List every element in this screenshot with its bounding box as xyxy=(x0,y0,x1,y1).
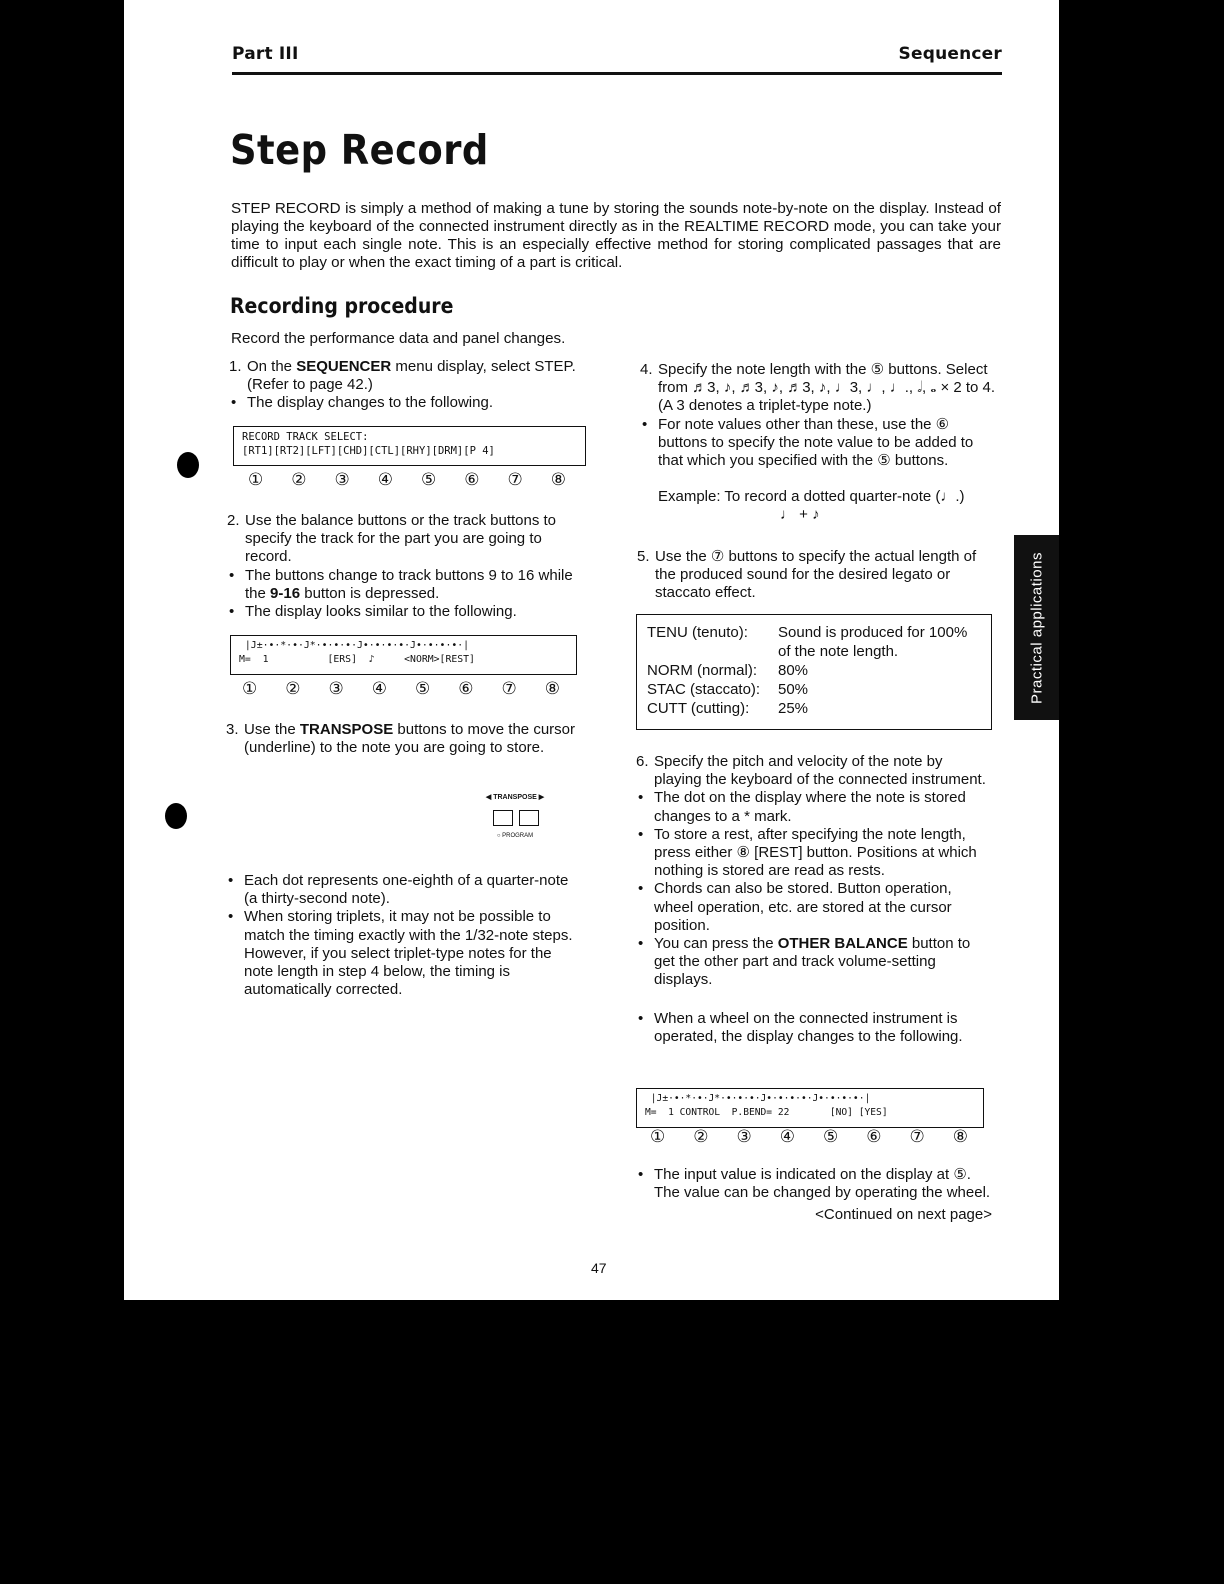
example-text: Example: To record a dotted quarter-note (♩.) xyxy=(658,488,965,506)
header-rule xyxy=(232,72,1002,75)
table-row: CUTT (cutting): 25% xyxy=(647,700,809,717)
example-formula: ♩ + ♪ xyxy=(780,506,820,524)
right-step-6-end xyxy=(636,1166,992,1225)
program-label: ○ PROGRAM xyxy=(496,833,534,839)
list-item: • When a wheel on the connected instrument is operated, the display changes to the following. xyxy=(636,1010,992,1046)
recording-lead: Record the performance data and panel changes. xyxy=(231,330,566,347)
binder-hole xyxy=(177,452,199,478)
lcd-display-control: |J±·•·*·•·J*·•·•·•·J•·•·•·•·J•·•·•·•·| M= 1 CONTROL P.BEND= 22 [NO] [YES] xyxy=(636,1088,984,1128)
list-item: • When storing triplets, it may not be possible to match the timing exactly with the 1/32-note steps. However, if you select triplet-type notes for the note length in step 4 below, the timing is automatically corrected. xyxy=(226,908,581,999)
list-item: • The dot on the display where the note is stored changes to a * mark. xyxy=(636,789,992,825)
list-item: • The display changes to the following. xyxy=(229,394,584,412)
left-step-2: 2. Use the balance buttons or the track buttons to specify the track for the part you are going to record. • The buttons change to track buttons 9 to 16 while the 9-16 button is depressed. • The display looks similar to the following. xyxy=(227,512,584,621)
transpose-left-button xyxy=(493,810,513,826)
right-step-4: 4. Specify the note length with the ⑤ buttons. Select from ♬3, ♪, ♬3, ♪, ♬3, ♪, ♩3, ♩, ♩., 𝅗𝅥, 𝅝 × 2 to 4. (A 3 denotes a triplet-type note.) • For note values other than these, use the ⑥ buttons to specify the note value to be added to that which you specified with the ⑤ buttons. Example: To record a dotted quarter-note (♩.) ♩ + ♪ xyxy=(640,361,996,525)
list-item: • To store a rest, after specifying the note length, press either ⑧ [REST] button. Positions at which nothing is stored are read as rests. xyxy=(636,826,992,881)
transpose-buttons-diagram xyxy=(473,793,557,849)
continued-note: <Continued on next page> xyxy=(815,1206,992,1224)
page-title: Step Record xyxy=(230,126,489,174)
header-section: Sequencer xyxy=(898,44,1002,64)
list-item: • You can press the OTHER BALANCE button to get the other part and track volume-setting displays. xyxy=(636,935,992,990)
table-row: STAC (staccato): 50% xyxy=(647,681,809,698)
document-page xyxy=(124,0,1059,1300)
right-step-6: 6. Specify the pitch and velocity of the note by playing the keyboard of the connected instrument. • The dot on the display where the note is stored changes to a * mark. • To store a rest, after specifying the note length, press either ⑧ [REST] button. Positions at which nothing is stored are read as rests. • Chords can also be stored. Button operation, wheel operation, etc. are stored at the cursor position. • You can press the OTHER BALANCE button to get the other part and track volume-setting displays. • When a wheel on the connected instrument is operated, the display changes to the following. xyxy=(636,753,992,1046)
list-item: • For note values other than these, use the ⑥ buttons to specify the note value to be added to that which you specified with the ⑤ buttons. xyxy=(640,416,996,471)
recording-heading: Recording procedure xyxy=(230,294,454,318)
header-part: Part III xyxy=(232,44,299,64)
list-item: • The buttons change to track buttons 9 to 16 while the 9-16 button is depressed. xyxy=(227,567,584,603)
left-step-3: 3. Use the TRANSPOSE buttons to move the cursor (underline) to the note you are going to store. xyxy=(226,721,575,757)
intro-paragraph: STEP RECORD is simply a method of making a tune by storing the sounds note-by-note on the display. Instead of playing the keyboard of the connected instrument directly as in the REALTIME RECORD mode, you can take your time to input each single note. This is an especially effective method for storing complicated passages that are difficult to play or when the exact timing of a part is critical. xyxy=(231,200,1001,271)
step-number: 1. xyxy=(229,358,242,375)
table-row: TENU (tenuto): Sound is produced for 100% of the note length. xyxy=(647,624,968,660)
list-item: • Chords can also be stored. Button operation, wheel operation, etc. are stored at the cursor position. xyxy=(636,880,992,935)
left-step-1: 1. On the SEQUENCER menu display, select STEP. (Refer to page 42.) • The display changes to the following. xyxy=(229,358,584,413)
list-item: • Each dot represents one-eighth of a quarter-note (a thirty-second note). xyxy=(226,872,581,908)
binder-hole xyxy=(165,803,187,829)
list-item: • The input value is indicated on the display at ⑤. The value can be changed by operating the wheel. xyxy=(636,1166,992,1202)
page-number: 47 xyxy=(591,1260,607,1276)
lcd-display-step-grid: |J±·•·*·•·J*·•·•·•·J•·•·•·•·J•·•·•·•·| M= 1 [ERS] ♪ <NORM>[REST] xyxy=(230,635,577,675)
note-length-table xyxy=(636,614,992,730)
right-step-5: 5. Use the ⑦ buttons to specify the actual length of the produced sound for the desired legato or staccato effect. xyxy=(637,548,977,602)
button-numbers-row-3: ① ② ③ ④ ⑤ ⑥ ⑦ ⑧ xyxy=(650,1127,968,1146)
side-tab: Practical applications xyxy=(1014,535,1059,720)
transpose-right-button xyxy=(519,810,539,826)
lcd-display-track-select: RECORD TRACK SELECT: [RT1][RT2][LFT][CHD][CTL][RHY][DRM][P 4] xyxy=(233,426,586,466)
left-step-3-notes xyxy=(226,872,581,999)
list-item: • The display looks similar to the following. xyxy=(227,603,584,621)
table-row: NORM (normal): 80% xyxy=(647,662,809,679)
button-numbers-row-2: ① ② ③ ④ ⑤ ⑥ ⑦ ⑧ xyxy=(242,679,560,698)
transpose-label: ◀ TRANSPOSE ▶ xyxy=(485,794,545,801)
button-numbers-row-1: ① ② ③ ④ ⑤ ⑥ ⑦ ⑧ xyxy=(248,470,566,489)
